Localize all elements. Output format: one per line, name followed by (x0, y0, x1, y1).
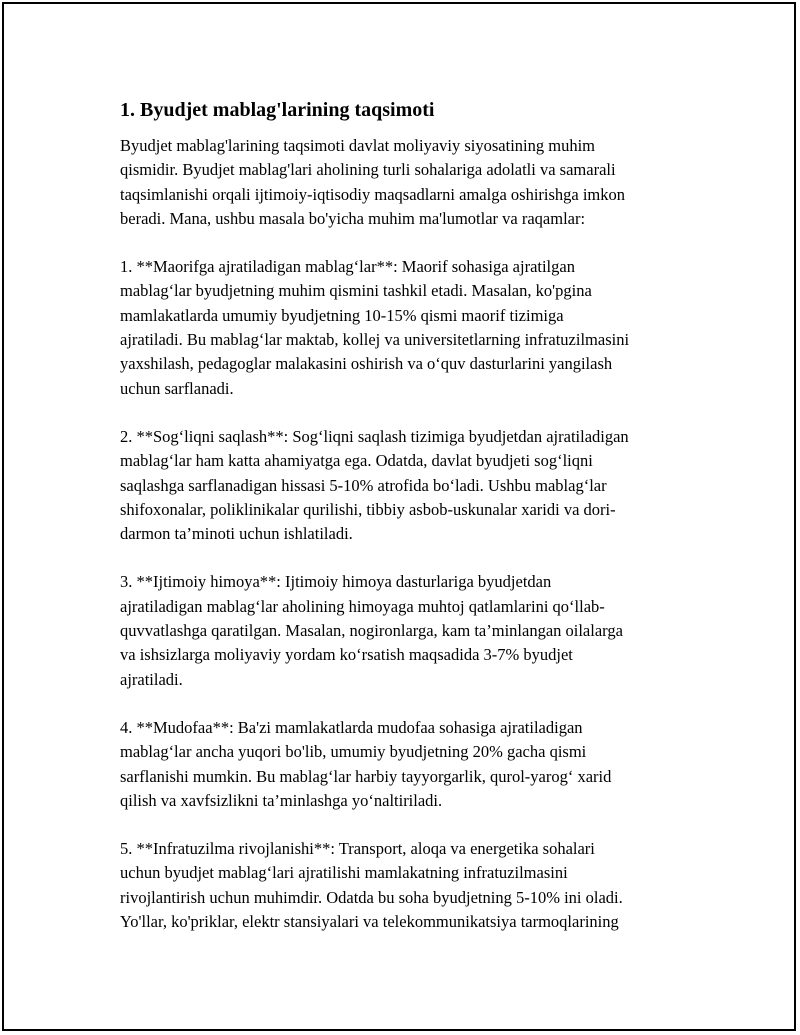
page-frame (2, 2, 796, 1031)
paragraph-defense: 4. **Mudofaa**: Ba'zi mamlakatlarda mudofaa sohasiga ajratiladigan mablag‘lar ancha yuqori bo'lib, umumiy byudjetning 20% gacha qismi sarflanishi mumkin. Bu mablag‘lar harbiy tayyorgarlik, qurol-yarog‘ xarid qilish va xavfsizlikni ta’minlashga yo‘naltiriladi. (120, 717, 612, 810)
section-heading: 1. Byudjet mablag'larining taqsimoti (120, 99, 435, 121)
paragraph-education: 1. **Maorifga ajratiladigan mablag‘lar**: Maorif sohasiga ajratilgan mablag‘lar byudjetning muhim qismini tashkil etadi. Masalan, ko'pgina mamlakatlarda umumiy byudjetning 10-15% qismi maorif tizimiga ajratiladi. Bu mablag‘lar maktab, kollej va universitetlarning infratuzilmasini yaxshilash, pedagoglar malakasini oshirish va o‘quv dasturlarini yangilash uchun sarflanadi. (120, 257, 630, 398)
paragraph-infrastructure: 5. **Infratuzilma rivojlanishi**: Transport, aloqa va energetika sohalari uchun byudjet mablag‘lari ajratilishi mamlakatning infratuzilmasini rivojlantirish uchun muhimdir. Odatda bu soha byudjetning 5-10% ini oladi. Yo'llar, ko'priklar, elektr stansiyalari va telekommunikatsiya tarmoqlarining (120, 839, 623, 932)
paragraph-social-protection: 3. **Ijtimoiy himoya**: Ijtimoiy himoya dasturlariga byudjetdan ajratiladigan mablag‘lar aholining himoyaga muhtoj qatlamlarini qo‘llab- quvvatlashga qaratilgan. Masalan, nogironlarga, kam ta’minlangan oilalarga va ishsizlarga moliyaviy yordam ko‘rsatish maqsadida 3-7% byudjet ajratiladi. (120, 572, 623, 689)
paragraph-healthcare: 2. **Sog‘liqni saqlash**: Sog‘liqni saqlash tizimiga byudjetdan ajratiladigan mablag‘lar ham katta ahamiyatga ega. Odatda, davlat byudjeti sog‘liqni saqlashga sarflanadigan hissasi 5-10% atrofida bo‘ladi. Ushbu mablag‘lar shifoxonalar, poliklinikalar qurilishi, tibbiy asbob-uskunalar xaridi va dori- darmon ta’minoti uchun ishlatiladi. (120, 426, 629, 544)
intro-paragraph: Byudjet mablag'larining taqsimoti davlat moliyaviy siyosatining muhim qismidir. Byudjet mablag'lari aholining turli sohalariga adolatli va samarali taqsimlanishi orqali ijtimoiy-iqtisodiy maqsadlarni amalga oshirishga imkon beradi. Mana, ushbu masala bo'yicha muhim ma'lumotlar va raqamlar: (120, 136, 626, 228)
document-body (120, 97, 695, 958)
